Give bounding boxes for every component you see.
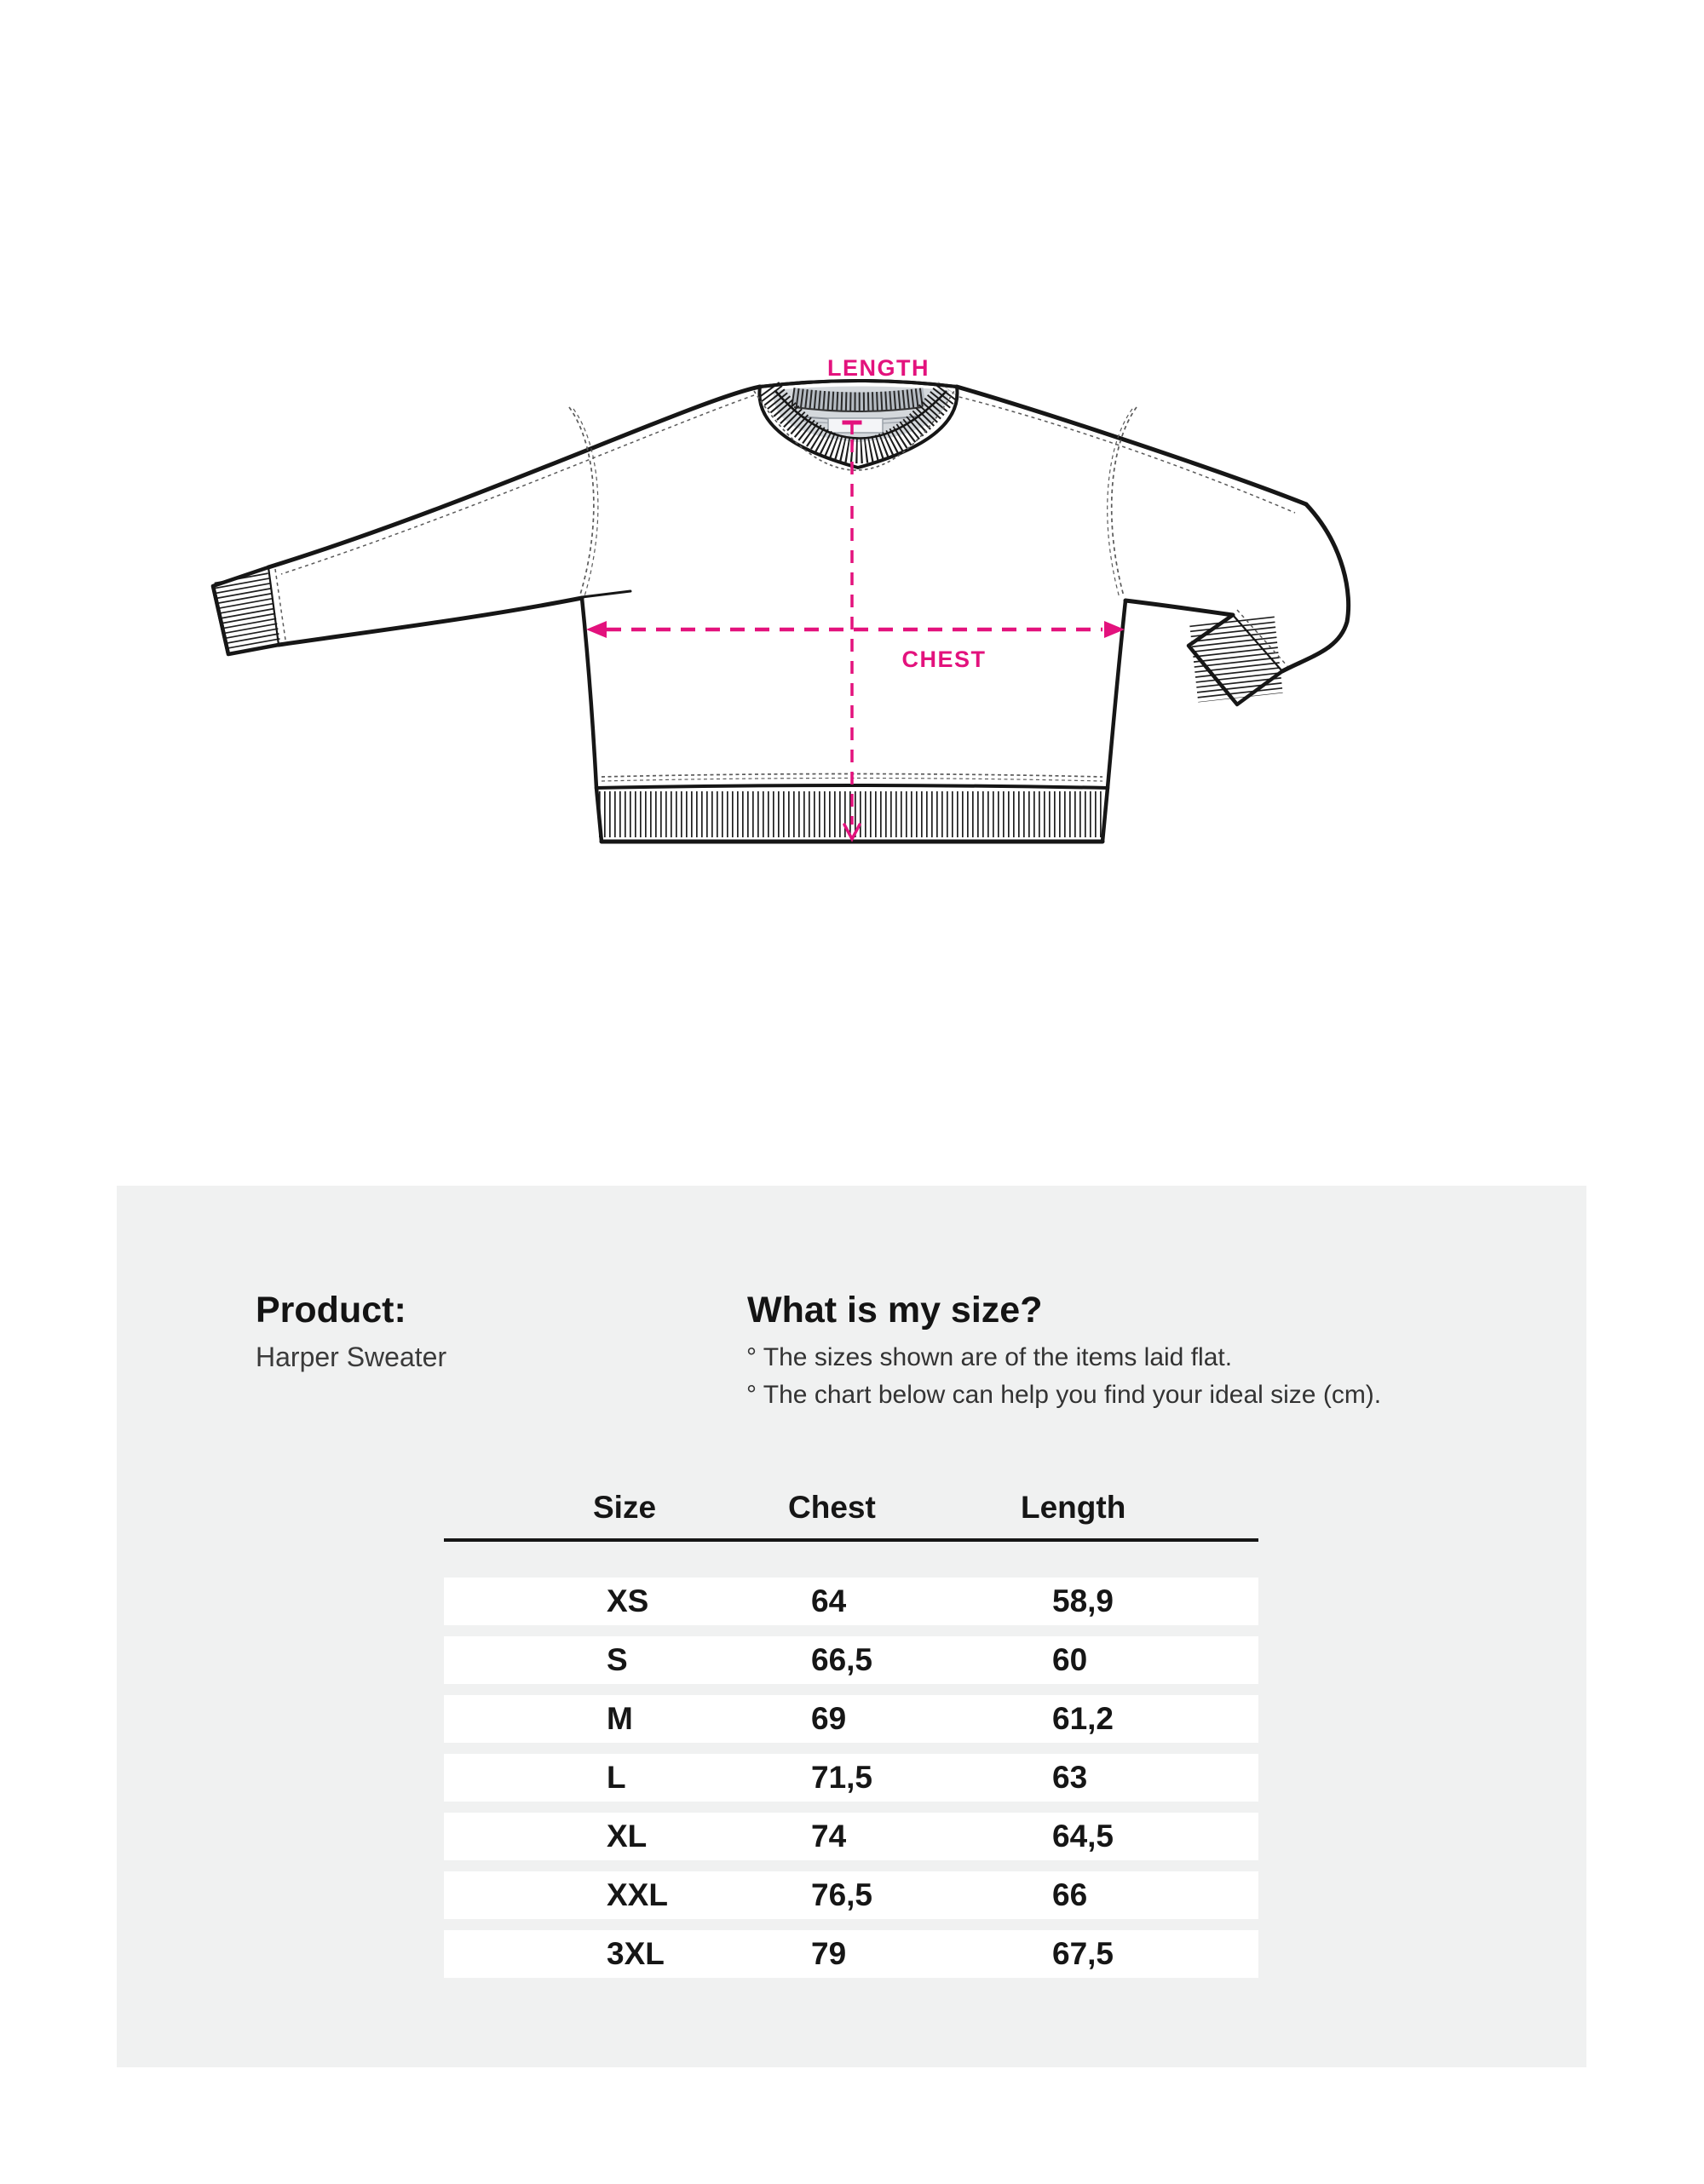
chest-cell: 64 — [811, 1583, 847, 1618]
chest-cell: 76,5 — [811, 1877, 873, 1912]
length-label: LENGTH — [827, 355, 930, 381]
length-cell: 60 — [1052, 1642, 1088, 1677]
size-cell: L — [607, 1760, 626, 1795]
table-row — [444, 1695, 1258, 1743]
table-row — [444, 1871, 1258, 1919]
table-row — [444, 1636, 1258, 1684]
table-row — [444, 1754, 1258, 1802]
table-row — [444, 1930, 1258, 1978]
header-length: Length — [1021, 1490, 1126, 1525]
size-note: ° The sizes shown are of the items laid flat. — [746, 1343, 1233, 1371]
table-row — [444, 1813, 1258, 1860]
size-cell: M — [607, 1701, 633, 1736]
header-size: Size — [593, 1490, 657, 1525]
product-name: Harper Sweater — [256, 1342, 447, 1372]
length-cell: 58,9 — [1052, 1583, 1114, 1618]
table-header-rule — [444, 1538, 1258, 1542]
size-cell: XL — [607, 1819, 648, 1854]
size-cell: 3XL — [607, 1936, 665, 1971]
size-help-title: What is my size? — [747, 1289, 1043, 1331]
length-cell: 67,5 — [1052, 1936, 1114, 1971]
size-table-header — [444, 1489, 1258, 1526]
size-cell: S — [607, 1642, 628, 1677]
sweater-outline — [213, 382, 1349, 842]
product-section-title: Product: — [256, 1289, 406, 1331]
chest-label: CHEST — [901, 647, 987, 672]
header-chest: Chest — [788, 1490, 876, 1525]
size-table-body — [444, 1578, 1258, 1989]
table-row — [444, 1578, 1258, 1625]
size-note: ° The chart below can help you find your ideal size (cm). — [746, 1381, 1382, 1409]
size-cell: XXL — [607, 1877, 668, 1912]
chest-cell: 79 — [811, 1936, 847, 1971]
chest-cell: 66,5 — [811, 1642, 873, 1677]
chest-cell: 71,5 — [811, 1760, 873, 1795]
chest-cell: 74 — [811, 1819, 847, 1854]
length-cell: 61,2 — [1052, 1701, 1114, 1736]
length-cell: 64,5 — [1052, 1819, 1114, 1854]
length-cell: 63 — [1052, 1760, 1088, 1795]
length-cell: 66 — [1052, 1877, 1088, 1912]
sweater-diagram — [0, 0, 1704, 903]
chest-cell: 69 — [811, 1701, 847, 1736]
size-cell: XS — [607, 1583, 649, 1618]
